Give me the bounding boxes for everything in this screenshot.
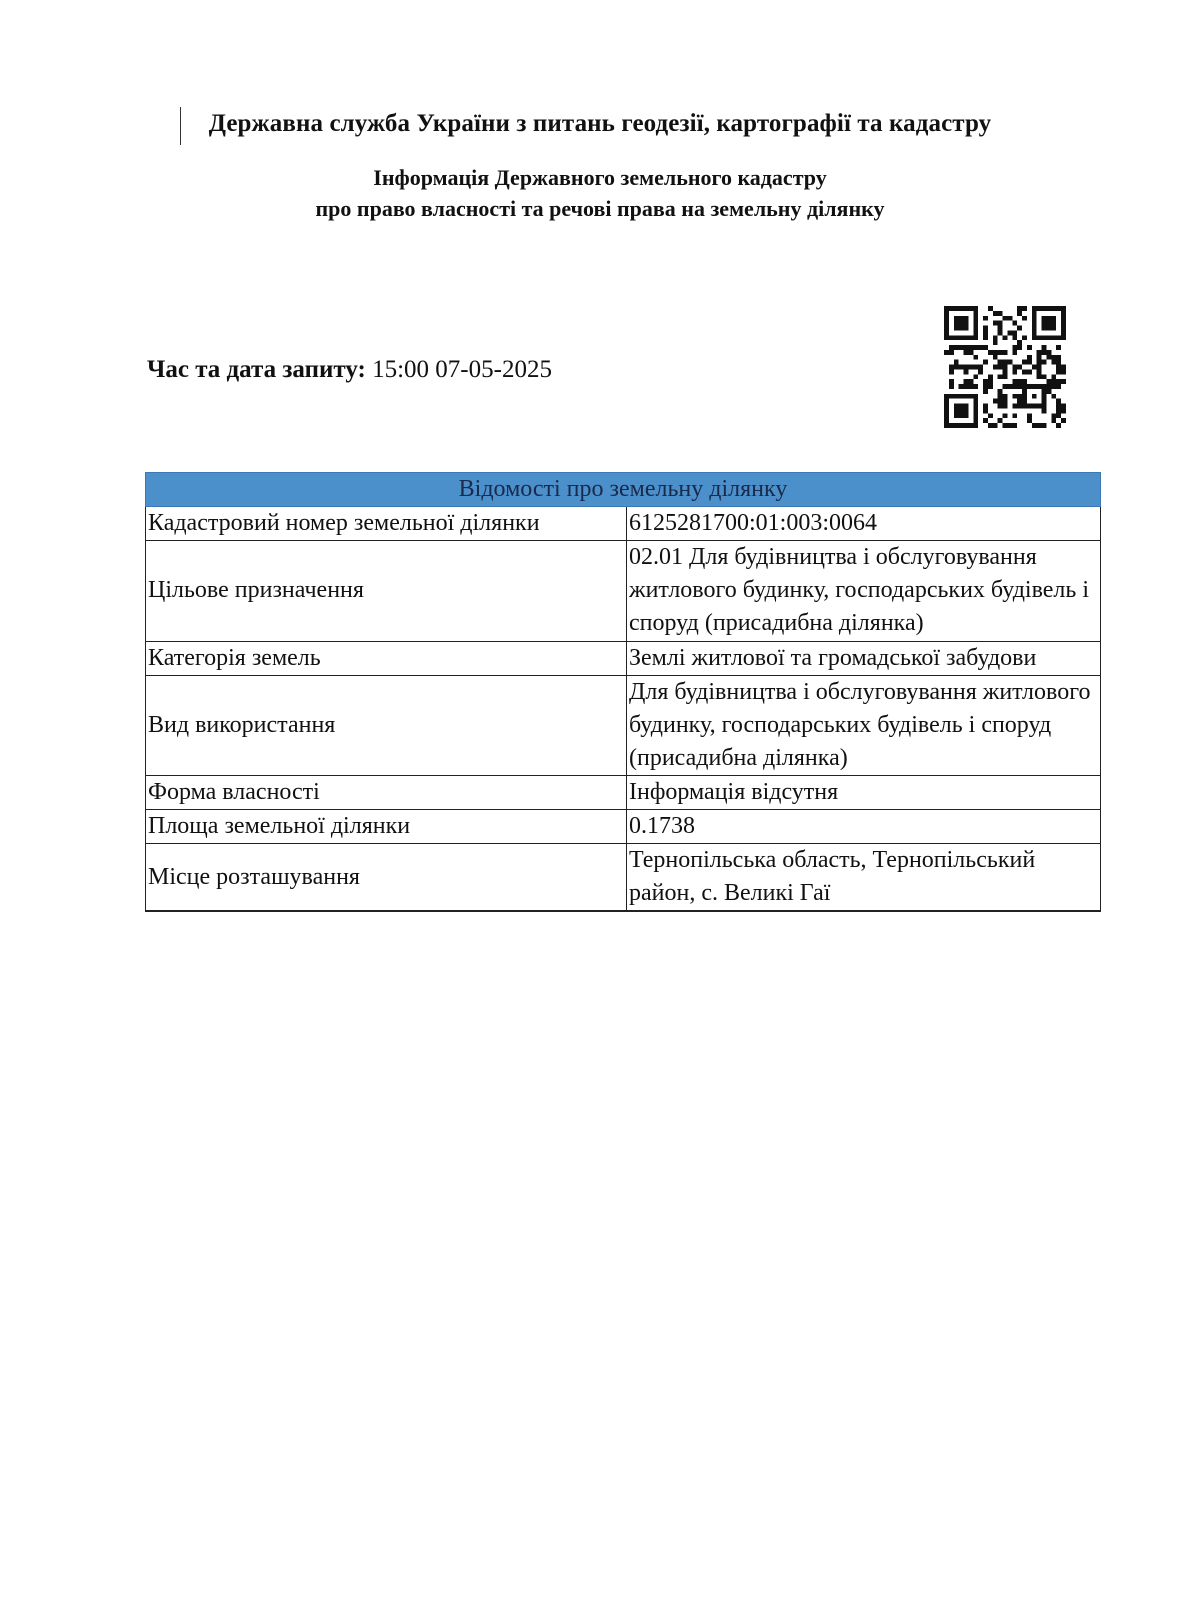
row-use-type-label: Вид використання — [146, 675, 627, 775]
table-row — [146, 507, 1101, 541]
table-row — [146, 675, 1101, 775]
row-location-value: Тернопільська область, Тернопільський район, с. Великі Гаї — [627, 844, 1101, 912]
request-datetime-value: 15:00 07-05-2025 — [372, 356, 552, 383]
row-cadastral-number-label: Кадастровий номер земельної ділянки — [146, 507, 627, 541]
parcel-info-table — [145, 472, 1101, 912]
parcel-info-table-title: Відомості про земельну ділянку — [146, 473, 1101, 507]
request-datetime-label: Час та дата запиту: — [147, 356, 366, 383]
request-datetime — [147, 356, 552, 384]
row-purpose-value: 02.01 Для будівництва і обслуговування житлового будинку, господарських будівель і споруд (присадибна ділянка) — [627, 541, 1101, 641]
row-purpose-label: Цільове призначення — [146, 541, 627, 641]
document-subtitle-line2: про право власності та речові права на земельну ділянку — [315, 196, 885, 221]
row-ownership-form-label: Форма власності — [146, 775, 627, 809]
row-land-category-value: Землі житлової та громадської забудови — [627, 641, 1101, 675]
table-row — [146, 844, 1101, 912]
row-land-category-label: Категорія земель — [146, 641, 627, 675]
row-area-value: 0.1738 — [627, 810, 1101, 844]
row-cadastral-number-value: 6125281700:01:003:0064 — [627, 507, 1101, 541]
table-row — [146, 641, 1101, 675]
qr-code-icon — [944, 306, 1066, 428]
document-subtitle-line1: Інформація Державного земельного кадастру — [373, 165, 827, 190]
table-row — [146, 810, 1101, 844]
table-row — [146, 775, 1101, 809]
row-use-type-value: Для будівництва і обслуговування житлового будинку, господарських будівель і споруд (присадибна ділянка) — [627, 675, 1101, 775]
row-ownership-form-value: Інформація відсутня — [627, 775, 1101, 809]
table-row — [146, 541, 1101, 641]
agency-title: Державна служба України з питань геодезії, картографії та кадастру — [208, 110, 992, 137]
row-location-label: Місце розташування — [146, 844, 627, 912]
row-area-label: Площа земельної ділянки — [146, 810, 627, 844]
